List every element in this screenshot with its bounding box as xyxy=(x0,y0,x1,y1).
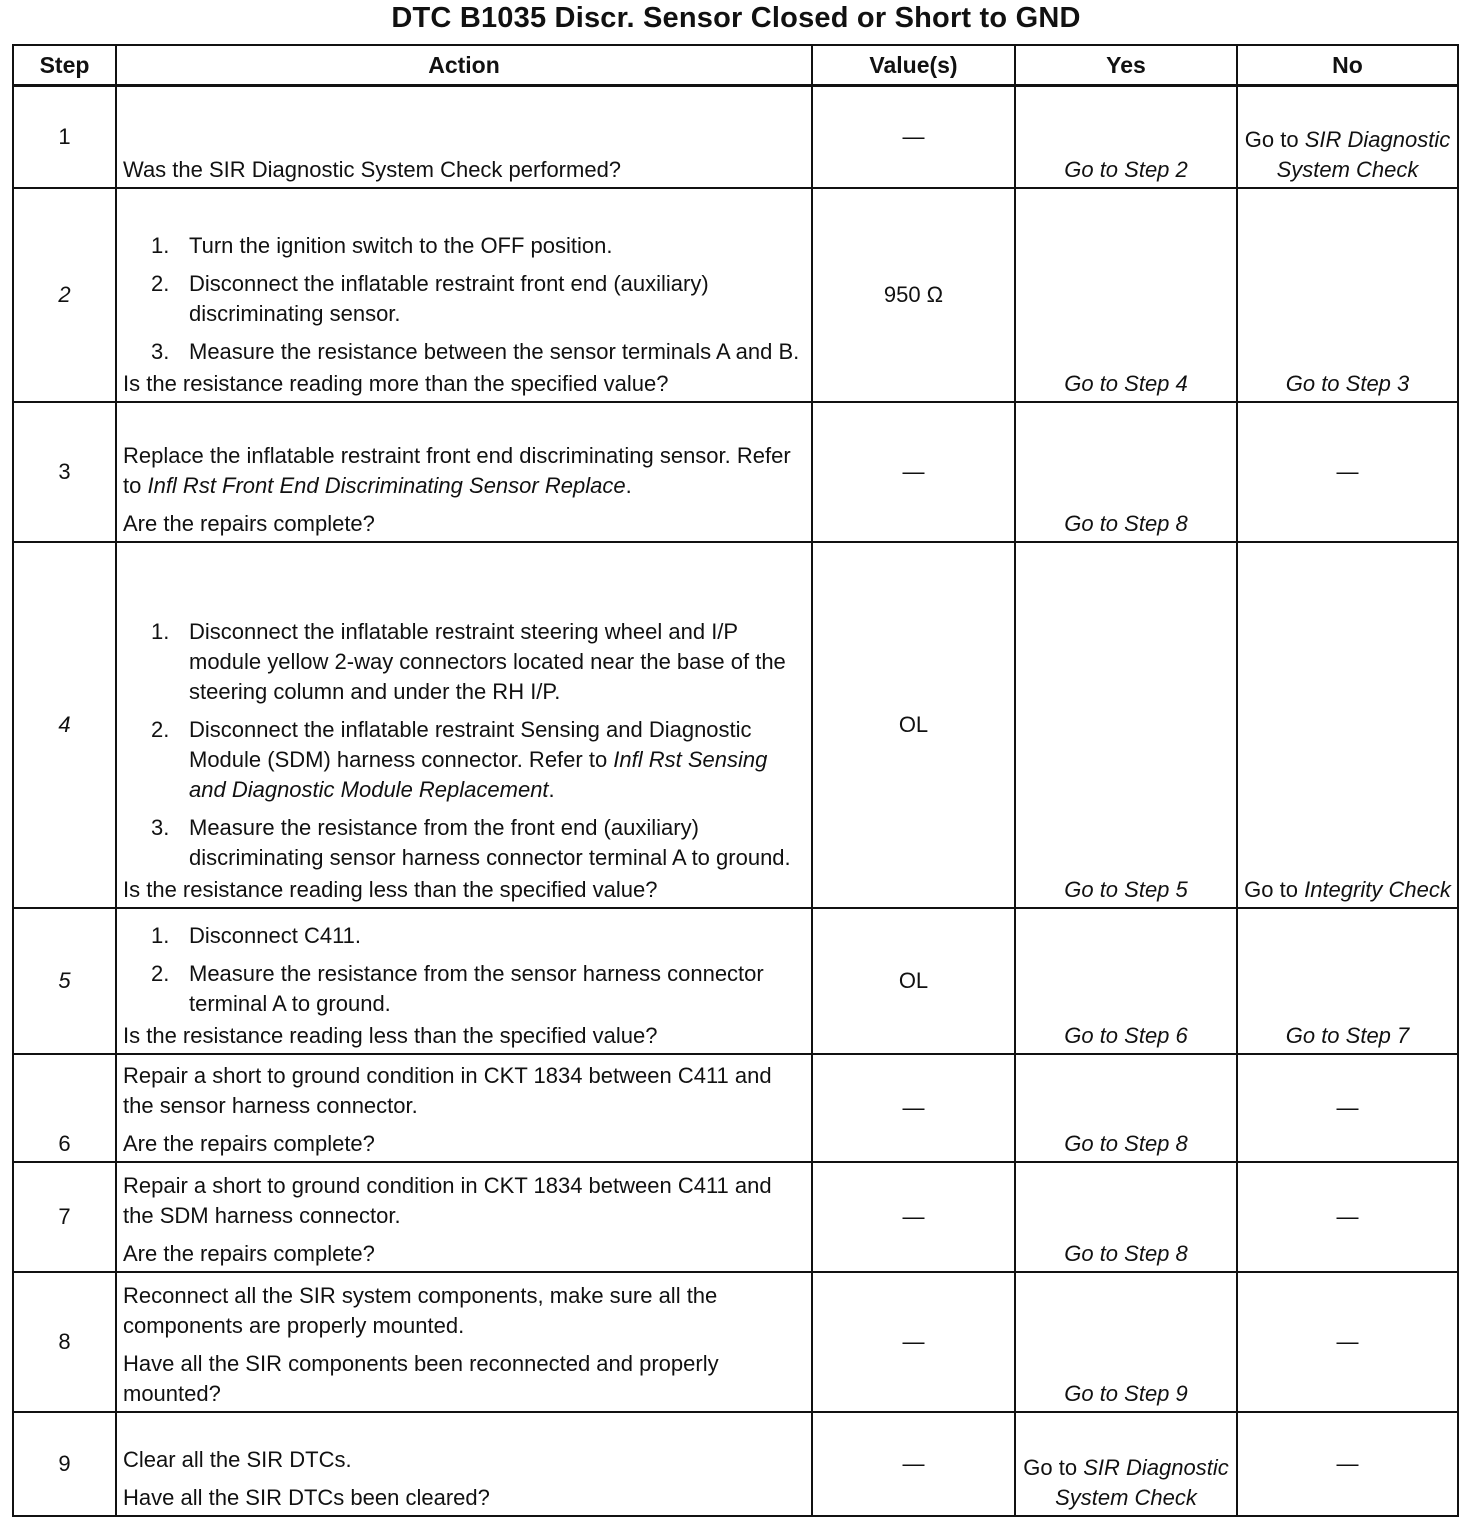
no-cell xyxy=(1237,188,1458,402)
table-header-row xyxy=(13,45,1458,86)
yes-link[interactable]: Go to Step 8 xyxy=(1064,1130,1188,1156)
table-row xyxy=(13,542,1458,908)
yes-prefix: Go to xyxy=(1023,1454,1084,1480)
table-row xyxy=(13,1162,1458,1272)
step-number: 9 xyxy=(13,1412,116,1516)
header-no: No xyxy=(1237,45,1458,86)
action-step-item: 2. Measure the resistance from the sensor harness connector terminal A to ground. xyxy=(151,960,764,1016)
header-action: Action xyxy=(116,45,812,86)
action-step-item: 1. Turn the ignition switch to the OFF position. xyxy=(151,232,613,258)
action-question: Have all the SIR components been reconnected and properly mounted? xyxy=(123,1350,719,1406)
action-step-list xyxy=(123,231,805,367)
action-step-item: 2. Disconnect the inflatable restraint front end (auxiliary) discriminating sensor. xyxy=(151,270,709,326)
header-values: Value(s) xyxy=(812,45,1015,86)
no-cell: — xyxy=(1237,1272,1458,1412)
action-question: Are the repairs complete? xyxy=(123,1130,375,1156)
action-step-item: 2. Disconnect the inflatable restraint Sensing and Diagnostic Module (SDM) harness connector. Refer to Infl Rst Sensing and Diagnostic Module Replacement. xyxy=(151,716,768,802)
action-step-item: 3. Measure the resistance between the sensor terminals A and B. xyxy=(151,338,800,364)
no-link[interactable]: Integrity Check xyxy=(1304,876,1451,902)
no-cell: — xyxy=(1237,1412,1458,1516)
action-question: Are the repairs complete? xyxy=(123,510,375,536)
table-row xyxy=(13,1412,1458,1516)
action-cell xyxy=(116,1272,812,1412)
value-cell: OL xyxy=(812,908,1015,1054)
yes-link[interactable]: Go to Step 5 xyxy=(1064,876,1188,902)
table-row xyxy=(13,1054,1458,1162)
table-row xyxy=(13,908,1458,1054)
action-question: Is the resistance reading less than the specified value? xyxy=(123,876,658,902)
document-title: DTC B1035 Discr. Sensor Closed or Short to GND xyxy=(391,2,1081,34)
action-step-list xyxy=(123,921,805,1019)
action-text: Replace the inflatable restraint front end discriminating sensor. Refer to Infl Rst Front End Discriminating Sensor Replace. xyxy=(123,442,791,498)
action-question: Is the resistance reading more than the specified value? xyxy=(123,370,669,396)
action-cell xyxy=(116,86,812,188)
action-text: Repair a short to ground condition in CKT 1834 between C411 and the sensor harness connector. xyxy=(123,1062,772,1118)
table-row xyxy=(13,402,1458,542)
reference-link[interactable]: Infl Rst Sensing and Diagnostic Module Replacement xyxy=(189,746,768,802)
step-number: 5 xyxy=(13,908,116,1054)
value-cell: OL xyxy=(812,542,1015,908)
yes-cell xyxy=(1015,542,1237,908)
action-step-item: 1. Disconnect C411. xyxy=(151,922,362,948)
action-question: Are the repairs complete? xyxy=(123,1240,375,1266)
no-cell: — xyxy=(1237,402,1458,542)
yes-link[interactable]: Go to Step 4 xyxy=(1064,370,1188,396)
action-question: Was the SIR Diagnostic System Check performed? xyxy=(123,156,622,182)
step-number: 1 xyxy=(13,86,116,188)
yes-cell xyxy=(1015,1162,1237,1272)
value-cell: — xyxy=(812,402,1015,542)
action-text: Reconnect all the SIR system components, make sure all the components are properly mounted. xyxy=(123,1282,718,1338)
yes-cell xyxy=(1015,402,1237,542)
diagnostic-table xyxy=(12,44,1459,1517)
action-cell xyxy=(116,542,812,908)
yes-cell xyxy=(1015,1272,1237,1412)
no-cell xyxy=(1237,86,1458,188)
step-number: 2 xyxy=(13,188,116,402)
header-yes: Yes xyxy=(1015,45,1237,86)
reference-link[interactable]: Infl Rst Front End Discriminating Sensor Replace xyxy=(147,472,626,498)
yes-link[interactable]: Go to Step 2 xyxy=(1064,156,1188,182)
table-row xyxy=(13,188,1458,402)
no-cell xyxy=(1237,542,1458,908)
no-link[interactable]: Go to Step 7 xyxy=(1285,1022,1410,1048)
step-number: 4 xyxy=(13,542,116,908)
table-row xyxy=(13,1272,1458,1412)
no-link[interactable]: SIR Diagnostic System Check xyxy=(1276,126,1451,182)
no-cell xyxy=(1237,908,1458,1054)
action-cell xyxy=(116,908,812,1054)
step-number: 8 xyxy=(13,1272,116,1412)
value-cell: — xyxy=(812,86,1015,188)
action-step-item: 1. Disconnect the inflatable restraint steering wheel and I/P module yellow 2-way connectors located near the base of the steering column and under the RH I/P. xyxy=(151,618,786,704)
action-question: Have all the SIR DTCs been cleared? xyxy=(123,1484,490,1510)
yes-cell xyxy=(1015,86,1237,188)
yes-link[interactable]: Go to Step 6 xyxy=(1064,1022,1188,1048)
yes-cell xyxy=(1015,908,1237,1054)
no-cell: — xyxy=(1237,1162,1458,1272)
no-prefix: Go to xyxy=(1244,126,1305,152)
no-prefix: Go to xyxy=(1244,876,1305,902)
step-number: 3 xyxy=(13,402,116,542)
action-text: Clear all the SIR DTCs. xyxy=(123,1446,352,1472)
yes-link[interactable]: SIR Diagnostic System Check xyxy=(1055,1454,1229,1510)
no-cell: — xyxy=(1237,1054,1458,1162)
value-cell: 950 Ω xyxy=(812,188,1015,402)
yes-cell xyxy=(1015,1054,1237,1162)
yes-cell xyxy=(1015,1412,1237,1516)
yes-link[interactable]: Go to Step 8 xyxy=(1064,1240,1188,1266)
table-row xyxy=(13,86,1458,188)
step-number: 6 xyxy=(13,1054,116,1162)
action-cell xyxy=(116,402,812,542)
yes-link[interactable]: Go to Step 9 xyxy=(1064,1380,1188,1406)
action-cell xyxy=(116,188,812,402)
action-text: Repair a short to ground condition in CKT 1834 between C411 and the SDM harness connector. xyxy=(123,1172,772,1228)
header-step: Step xyxy=(13,45,116,86)
action-step-item: 3. Measure the resistance from the front end (auxiliary) discriminating sensor harness connector terminal A to ground. xyxy=(151,814,791,870)
action-step-list xyxy=(123,617,805,873)
value-cell: — xyxy=(812,1412,1015,1516)
action-cell xyxy=(116,1412,812,1516)
no-link[interactable]: Go to Step 3 xyxy=(1285,370,1410,396)
action-question: Is the resistance reading less than the specified value? xyxy=(123,1022,658,1048)
action-cell xyxy=(116,1162,812,1272)
value-cell: — xyxy=(812,1054,1015,1162)
yes-link[interactable]: Go to Step 8 xyxy=(1064,510,1188,536)
value-cell: — xyxy=(812,1272,1015,1412)
action-cell xyxy=(116,1054,812,1162)
value-cell: — xyxy=(812,1162,1015,1272)
yes-cell xyxy=(1015,188,1237,402)
step-number: 7 xyxy=(13,1162,116,1272)
